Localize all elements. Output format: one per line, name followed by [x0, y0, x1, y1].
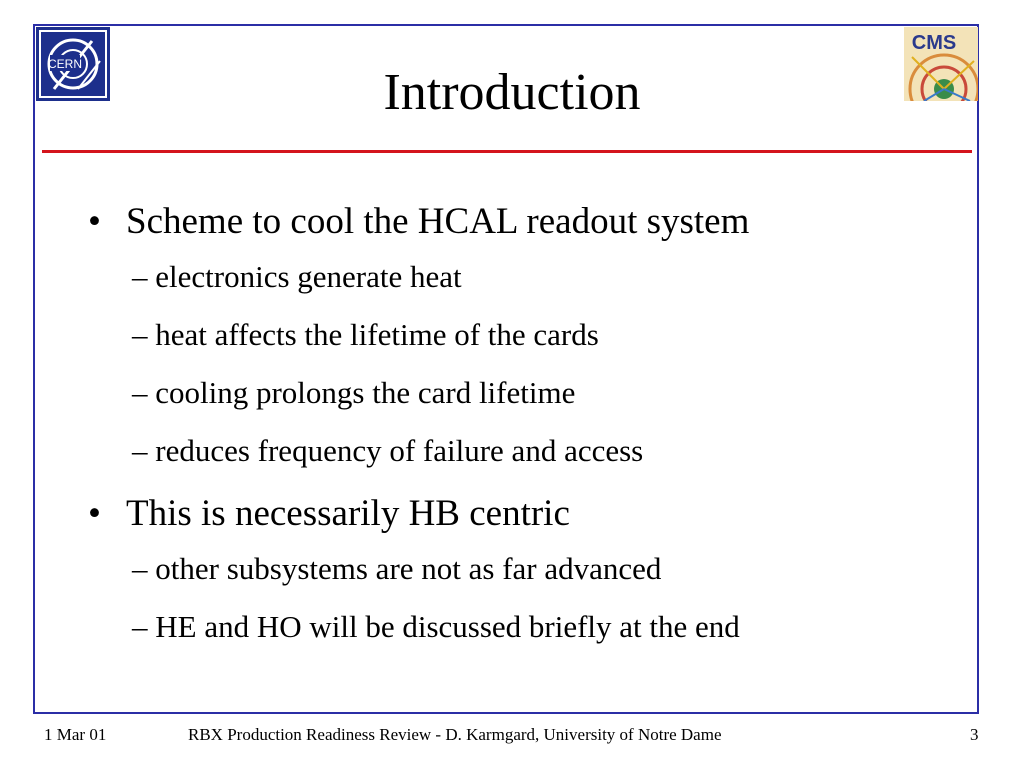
- cms-logo-text: CMS: [911, 32, 957, 54]
- bullet-dot: •: [88, 201, 101, 242]
- footer-title: RBX Production Readiness Review - D. Karmgard, University of Notre Dame: [188, 725, 722, 744]
- sub-bullet-item: – other subsystems are not as far advanced: [132, 551, 662, 586]
- title-underline: [42, 150, 972, 153]
- bullet-dot: •: [88, 493, 101, 534]
- sub-bullet-item: – reduces frequency of failure and access: [132, 433, 644, 468]
- sub-bullet-text: heat affects the lifetime of the cards: [155, 317, 599, 352]
- footer-page-number: 3: [970, 725, 979, 744]
- slide-title: Introduction: [383, 64, 641, 121]
- sub-bullet-item: – cooling prolongs the card lifetime: [132, 375, 576, 410]
- sub-bullet-item: – heat affects the lifetime of the cards: [132, 317, 599, 352]
- cern-logo-text: CERN: [47, 57, 83, 71]
- bullet-item: [88, 196, 968, 248]
- sub-bullet-text: other subsystems are not as far advanced: [155, 551, 662, 586]
- sub-bullet-item: – HE and HO will be discussed briefly at the end: [132, 609, 740, 644]
- bullet-text: Scheme to cool the HCAL readout system: [126, 201, 750, 242]
- sub-bullet-item: – electronics generate heat: [132, 259, 462, 294]
- sub-bullet-text: cooling prolongs the card lifetime: [155, 375, 576, 410]
- sub-bullet-text: reduces frequency of failure and access: [155, 433, 644, 468]
- bullet-text: This is necessarily HB centric: [126, 493, 570, 534]
- footer-date: 1 Mar 01: [44, 725, 107, 744]
- bullet-item: [88, 488, 968, 540]
- sub-bullet-text: HE and HO will be discussed briefly at the end: [155, 609, 740, 644]
- bullet-list: [88, 188, 968, 656]
- sub-bullet-text: electronics generate heat: [155, 259, 462, 294]
